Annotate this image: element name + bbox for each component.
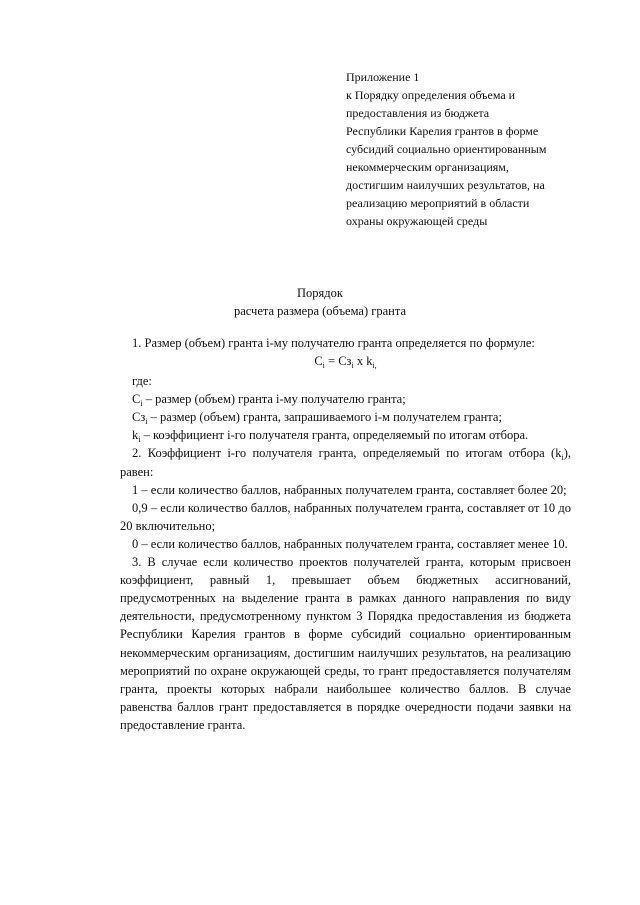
paragraph-2-tail: ), равен: xyxy=(120,446,571,479)
appendix-line: субсидий социально ориентированным xyxy=(346,142,547,156)
appendix-line: Республики Карелия грантов в форме xyxy=(346,124,539,138)
paragraph-2-text: 2. Коэффициент i-го получателя гранта, определяемый по итогам отбора (k xyxy=(132,446,562,461)
paragraph-3: 3. В случае если количество проектов получателей гранта, которым присвоен коэффициент, равный 1, превышает объем бюджетных ассигнований, предусмотренных на выделение гранта в рамках данного направления по виду деятельности, предусмотренному пунктом 3 Порядка предоставления из бюджета Республики Карелия грантов в форме субсидий социально ориентированным некоммерческим организациям, достигшим наилучших результатов, на реализацию мероприятий по охране окружающей среды, то грант предоставляется получателям гранта, проекты которых набрали наибольшее количество баллов. В случае равенства баллов грант предоставляется в порядке очередности подачи заявки на предоставление гранта. xyxy=(120,555,571,732)
coefficient-item: 1 – если количество баллов, набранных получателем гранта, составляет более 20; xyxy=(132,482,567,497)
document-title xyxy=(0,284,640,320)
formula-ci-sub: i xyxy=(322,361,325,371)
formula-ki-sub: i, xyxy=(372,361,377,371)
appendix-line: к Порядку определения объема и xyxy=(346,88,516,102)
definition-ci-lead: С xyxy=(132,392,141,407)
title-line-1: Порядок xyxy=(297,286,343,300)
appendix-line: достигшим наилучших результатов, на xyxy=(346,178,545,192)
title-line-2: расчета размера (объема) гранта xyxy=(233,304,407,318)
document-body xyxy=(120,334,571,734)
paragraph-2 xyxy=(120,444,571,480)
definition-ci xyxy=(120,390,571,408)
definition-ci-text: – размер (объем) гранта i-му получателю гранта; xyxy=(142,392,406,407)
formula-ci: С xyxy=(314,354,323,369)
formula-eq: = Сз xyxy=(324,354,352,369)
formula-czi-sub: i xyxy=(351,361,354,371)
coefficient-item: 0 – если количество баллов, набранных получателем гранта, составляет менее 10. xyxy=(132,536,568,551)
definition-ci-sub: i xyxy=(140,399,143,409)
appendix-line: предоставления из бюджета xyxy=(346,106,490,120)
definition-czi-lead: Сз xyxy=(132,410,146,425)
definition-czi-text: – размер (объем) гранта, запрашиваемого i-м получателем гранта; xyxy=(147,410,502,425)
appendix-line: реализацию мероприятий в области xyxy=(346,196,530,210)
appendix-line: охраны окружающей среды xyxy=(346,214,488,228)
appendix-line: некоммерческим организациям, xyxy=(346,160,509,174)
paragraph-1: 1. Размер (объем) гранта i-му получателю гранта определяется по формуле: xyxy=(132,336,535,350)
appendix-header xyxy=(346,68,606,230)
where-label: где: xyxy=(132,374,152,389)
appendix-line: Приложение 1 xyxy=(346,70,420,84)
formula-times: х k xyxy=(353,354,373,369)
formula xyxy=(120,352,571,372)
definition-czi xyxy=(120,408,571,426)
definition-ki-lead: k xyxy=(132,428,139,443)
definition-ki-sub: i xyxy=(138,435,141,445)
definition-ki xyxy=(120,426,571,444)
definition-czi-sub: i xyxy=(145,417,148,427)
paragraph-2-sub: i xyxy=(561,453,564,463)
definition-ki-text: – коэффициент i-го получателя гранта, определяемый по итогам отбора. xyxy=(140,428,529,443)
coefficient-item: 0,9 – если количество баллов, набранных получателем гранта, составляет от 10 до 20 включительно; xyxy=(120,500,571,533)
